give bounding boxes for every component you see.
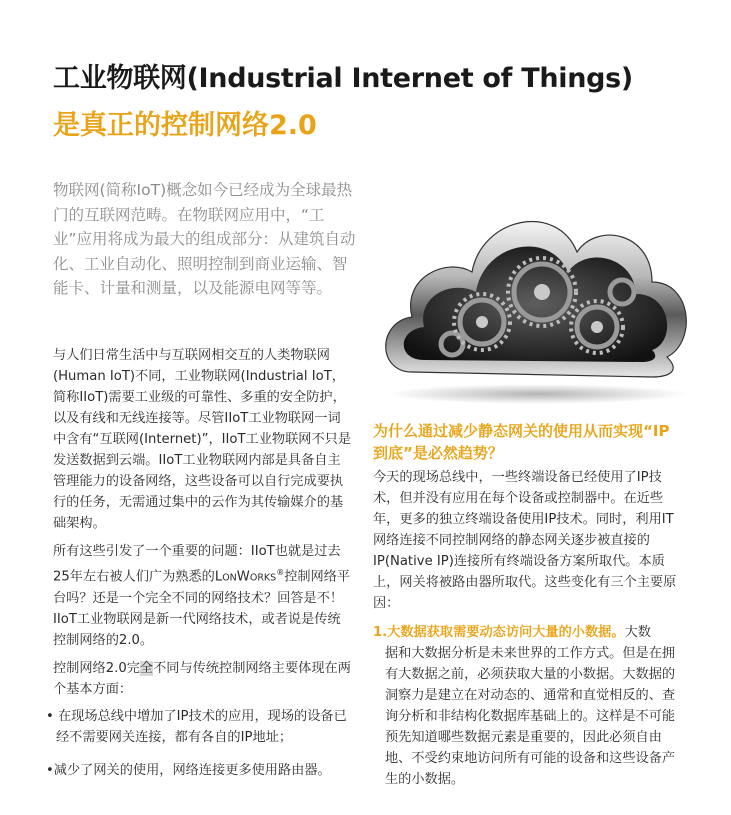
highlighted-text: 全 [139, 661, 154, 676]
reason-item-1 [373, 622, 678, 790]
paragraph-lonworks [53, 541, 353, 651]
list-item [46, 760, 358, 781]
page-subtitle: 是真正的控制网络2.0 [53, 110, 317, 141]
bullet-dot-icon: • [46, 709, 54, 724]
list-item-text: 在现场总线中增加了IP技术的应用，现场的设备已经不需要网关连接，都有各自的IP地址； [56, 709, 347, 745]
page-title: 工业物联网(Industrial Internet of Things) [53, 63, 633, 94]
paragraph-lonworks-part-c: 控制网络平台吗？还是一个完全不同的网络技术？回答是不！IIoT工业物联网是新一代网络技术，或者说是传统控制网络的2.0。 [53, 569, 351, 649]
paragraph3-part-b: 不同与传统控制网络主要体现在两个基本方面： [53, 661, 351, 697]
reason-item-1-lead: 1.大数据获取需要动态访问大量的小数据。 [373, 625, 625, 640]
paragraph-lonworks-part-a: 所有这些引发了一个重要的问题：IIoT也就是过去25年左右被人们广为熟悉的L [53, 544, 341, 585]
paragraph3-part-a: 控制网络2.0完 [53, 661, 140, 676]
bullet-list [46, 706, 358, 793]
paragraph-human-iot: 与人们日常生活中与互联网相交互的人类物联网(Human IoT)不同，工业物联网(Industrial IoT，简称IIoT)需要工业级的可靠性、多重的安全防护，以及有线和无线连接等。尽管IIoT工业物联网一词中含有“互联网(Internet)”，IIoT工业物联网不只是发送数据到云端。IIoT工业物联网内部是具备自主管理能力的设备网络，这些设备可以自行完成要执行的任务，无需通过集中的云作为其传输媒介的基础架构。 [53, 348, 352, 531]
paragraph-control-network-2 [53, 658, 353, 700]
list-item [46, 706, 358, 748]
reason-item-1-first: 大数 [624, 625, 651, 640]
lonworks-smallcaps-orks: ORKS [249, 572, 277, 584]
reason-item-1-body: 据和大数据分析是未来世界的工作方式。但是在拥有大数据之前，必须获取大量的小数据。大数据的洞察力是建立在对动态的、通常和直觉相反的、查询分析和非结构化数据库基础上的。这样是不可能预先知道哪些数据元素是重要的，因此必须自由地、不受约束地访问所有可能的设备和这些设备产生的小数据。 [385, 646, 676, 787]
lonworks-w: W [236, 569, 250, 585]
intro-paragraph: 物联网(简称IoT)概念如今已经成为全球最热门的互联网范畴。在物联网应用中，“工业”应用将成为最大的组成部分：从建筑自动化、工业自动化、照明控制到商业运输、智能卡、计量和测量，以及能源电网等等。 [53, 181, 356, 297]
registered-mark: ® [276, 568, 285, 577]
paragraph-ip-trend: 今天的现场总线中，一些终端设备已经使用了IP技术，但并没有应用在每个设备或控制器中。在近些年，更多的独立终端设备使用IP技术。同时，利用IT网络连接不同控制网络的静态网关逐步被直接的IP(Native IP)连接所有终端设备方案所取代。本质上，网关将被路由器所取代。这些变化有三个主要原因： [373, 470, 677, 611]
lonworks-smallcaps-on: ON [222, 572, 237, 584]
cloud-gears-icon [372, 172, 702, 407]
bullet-dot-icon: • [46, 763, 54, 778]
section-heading: 为什么通过减少静态网关的使用从而实现“IP到底”是必然趋势？ [373, 422, 670, 462]
list-item-text: 减少了网关的使用，网络连接更多使用路由器。 [53, 763, 331, 778]
